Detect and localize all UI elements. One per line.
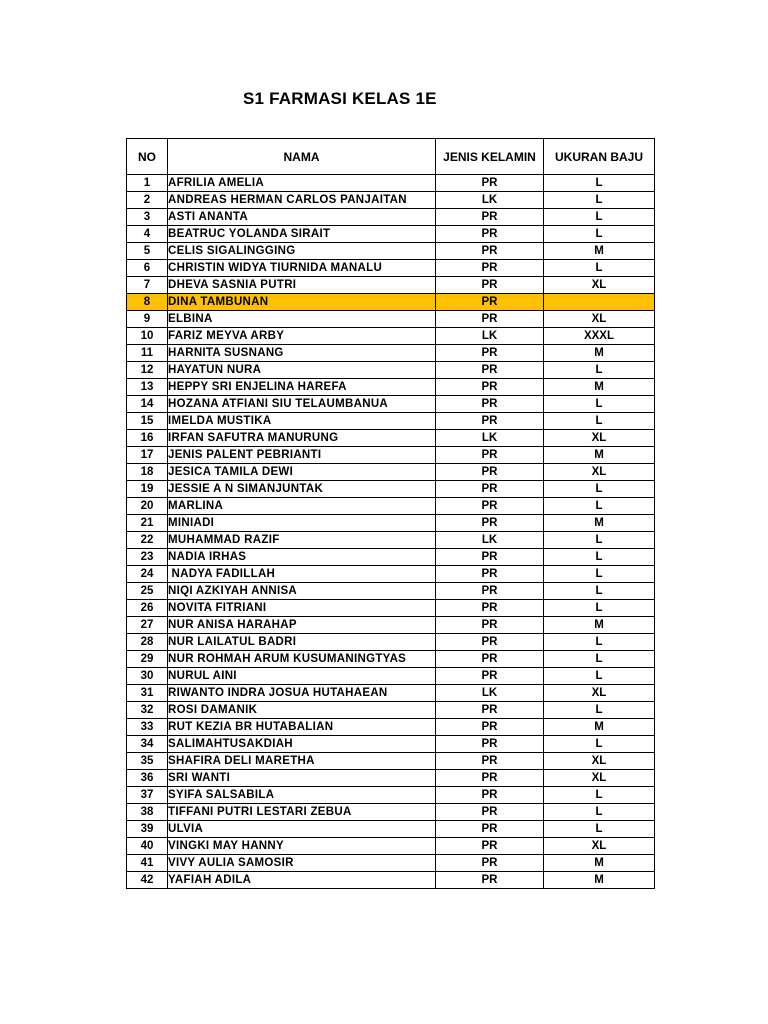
cell-no: 21 [127, 515, 168, 532]
cell-ukuran-baju: M [544, 447, 655, 464]
table-row [127, 243, 655, 260]
table-row [127, 804, 655, 821]
table-row [127, 583, 655, 600]
table-row [127, 413, 655, 430]
cell-nama: SHAFIRA DELI MARETHA [168, 753, 436, 770]
cell-nama: CELIS SIGALINGGING [168, 243, 436, 260]
cell-no: 20 [127, 498, 168, 515]
header-no: NO [127, 139, 168, 175]
table-row [127, 600, 655, 617]
table-row [127, 753, 655, 770]
cell-jenis-kelamin: PR [436, 821, 544, 838]
cell-nama: AFRILIA AMELIA [168, 175, 436, 192]
cell-ukuran-baju: L [544, 736, 655, 753]
cell-jenis-kelamin: PR [436, 379, 544, 396]
cell-jenis-kelamin: PR [436, 277, 544, 294]
cell-no: 15 [127, 413, 168, 430]
cell-no: 32 [127, 702, 168, 719]
cell-jenis-kelamin: PR [436, 498, 544, 515]
cell-nama: NURUL AINI [168, 668, 436, 685]
table-row [127, 855, 655, 872]
cell-nama: NUR ANISA HARAHAP [168, 617, 436, 634]
cell-no: 7 [127, 277, 168, 294]
table-row [127, 566, 655, 583]
table-row [127, 260, 655, 277]
cell-nama: NIQI AZKIYAH ANNISA [168, 583, 436, 600]
cell-ukuran-baju: M [544, 872, 655, 889]
cell-no: 17 [127, 447, 168, 464]
cell-nama: IRFAN SAFUTRA MANURUNG [168, 430, 436, 447]
cell-nama: NADIA IRHAS [168, 549, 436, 566]
cell-jenis-kelamin: PR [436, 447, 544, 464]
cell-ukuran-baju: L [544, 787, 655, 804]
cell-jenis-kelamin: PR [436, 515, 544, 532]
page-title: S1 FARMASI KELAS 1E [243, 89, 437, 108]
cell-no: 16 [127, 430, 168, 447]
cell-jenis-kelamin: PR [436, 651, 544, 668]
cell-jenis-kelamin: PR [436, 175, 544, 192]
header-nama: NAMA [168, 139, 436, 175]
cell-jenis-kelamin: PR [436, 753, 544, 770]
cell-no: 28 [127, 634, 168, 651]
table-row [127, 736, 655, 753]
cell-jenis-kelamin: PR [436, 243, 544, 260]
cell-ukuran-baju: L [544, 583, 655, 600]
cell-jenis-kelamin: PR [436, 413, 544, 430]
cell-ukuran-baju: L [544, 175, 655, 192]
cell-jenis-kelamin: PR [436, 311, 544, 328]
cell-nama: NOVITA FITRIANI [168, 600, 436, 617]
cell-ukuran-baju: M [544, 345, 655, 362]
cell-nama: VIVY AULIA SAMOSIR [168, 855, 436, 872]
cell-no: 22 [127, 532, 168, 549]
cell-nama: IMELDA MUSTIKA [168, 413, 436, 430]
cell-no: 3 [127, 209, 168, 226]
cell-jenis-kelamin: PR [436, 617, 544, 634]
cell-jenis-kelamin: PR [436, 209, 544, 226]
cell-ukuran-baju: XL [544, 753, 655, 770]
table-row [127, 226, 655, 243]
cell-no: 12 [127, 362, 168, 379]
cell-nama: SRI WANTI [168, 770, 436, 787]
cell-no: 2 [127, 192, 168, 209]
cell-no: 42 [127, 872, 168, 889]
cell-jenis-kelamin: LK [436, 685, 544, 702]
cell-jenis-kelamin: PR [436, 294, 544, 311]
cell-jenis-kelamin: PR [436, 855, 544, 872]
cell-no: 19 [127, 481, 168, 498]
cell-nama: DINA TAMBUNAN [168, 294, 436, 311]
cell-nama: NUR LAILATUL BADRI [168, 634, 436, 651]
cell-ukuran-baju: M [544, 719, 655, 736]
cell-nama: ELBINA [168, 311, 436, 328]
table-row [127, 770, 655, 787]
cell-ukuran-baju: XXXL [544, 328, 655, 345]
table-row [127, 617, 655, 634]
table-row [127, 192, 655, 209]
table-row [127, 872, 655, 889]
cell-nama: SALIMAHTUSAKDIAH [168, 736, 436, 753]
cell-nama: ANDREAS HERMAN CARLOS PANJAITAN [168, 192, 436, 209]
cell-jenis-kelamin: PR [436, 600, 544, 617]
cell-no: 26 [127, 600, 168, 617]
cell-ukuran-baju: XL [544, 277, 655, 294]
cell-jenis-kelamin: PR [436, 549, 544, 566]
table-row [127, 209, 655, 226]
table-row [127, 498, 655, 515]
cell-ukuran-baju: L [544, 702, 655, 719]
table-row [127, 702, 655, 719]
cell-no: 14 [127, 396, 168, 413]
cell-jenis-kelamin: PR [436, 702, 544, 719]
cell-no: 27 [127, 617, 168, 634]
cell-nama: HOZANA ATFIANI SIU TELAUMBANUA [168, 396, 436, 413]
table-header [127, 139, 655, 175]
cell-ukuran-baju: L [544, 600, 655, 617]
table-row [127, 447, 655, 464]
cell-nama: TIFFANI PUTRI LESTARI ZEBUA [168, 804, 436, 821]
cell-nama: CHRISTIN WIDYA TIURNIDA MANALU [168, 260, 436, 277]
cell-nama: MARLINA [168, 498, 436, 515]
cell-jenis-kelamin: PR [436, 396, 544, 413]
cell-jenis-kelamin: LK [436, 328, 544, 345]
cell-jenis-kelamin: PR [436, 736, 544, 753]
cell-no: 13 [127, 379, 168, 396]
table-row [127, 719, 655, 736]
cell-jenis-kelamin: PR [436, 566, 544, 583]
table-row [127, 787, 655, 804]
table-row [127, 175, 655, 192]
cell-nama: ASTI ANANTA [168, 209, 436, 226]
cell-nama: VINGKI MAY HANNY [168, 838, 436, 855]
cell-no: 30 [127, 668, 168, 685]
cell-nama: SYIFA SALSABILA [168, 787, 436, 804]
table-row [127, 294, 655, 311]
cell-ukuran-baju: XL [544, 311, 655, 328]
cell-jenis-kelamin: PR [436, 634, 544, 651]
cell-ukuran-baju: XL [544, 685, 655, 702]
table-row [127, 651, 655, 668]
cell-ukuran-baju: M [544, 515, 655, 532]
cell-ukuran-baju: L [544, 362, 655, 379]
cell-jenis-kelamin: PR [436, 481, 544, 498]
cell-jenis-kelamin: PR [436, 345, 544, 362]
cell-jenis-kelamin: PR [436, 719, 544, 736]
cell-nama: MINIADI [168, 515, 436, 532]
cell-no: 33 [127, 719, 168, 736]
cell-no: 5 [127, 243, 168, 260]
cell-ukuran-baju: M [544, 243, 655, 260]
cell-no: 37 [127, 787, 168, 804]
cell-nama: FARIZ MEYVA ARBY [168, 328, 436, 345]
cell-jenis-kelamin: PR [436, 872, 544, 889]
cell-no: 18 [127, 464, 168, 481]
cell-no: 25 [127, 583, 168, 600]
cell-no: 1 [127, 175, 168, 192]
cell-jenis-kelamin: PR [436, 226, 544, 243]
cell-ukuran-baju: L [544, 413, 655, 430]
cell-jenis-kelamin: PR [436, 583, 544, 600]
cell-no: 10 [127, 328, 168, 345]
cell-no: 31 [127, 685, 168, 702]
cell-nama: NUR ROHMAH ARUM KUSUMANINGTYAS [168, 651, 436, 668]
table-row [127, 821, 655, 838]
cell-jenis-kelamin: PR [436, 787, 544, 804]
table-row [127, 481, 655, 498]
cell-no: 40 [127, 838, 168, 855]
cell-no: 35 [127, 753, 168, 770]
cell-nama: HAYATUN NURA [168, 362, 436, 379]
cell-nama: YAFIAH ADILA [168, 872, 436, 889]
cell-nama: JENIS PALENT PEBRIANTI [168, 447, 436, 464]
cell-ukuran-baju: L [544, 481, 655, 498]
cell-ukuran-baju: L [544, 532, 655, 549]
cell-ukuran-baju: L [544, 651, 655, 668]
cell-jenis-kelamin: PR [436, 464, 544, 481]
cell-ukuran-baju: XL [544, 430, 655, 447]
table-row [127, 549, 655, 566]
cell-no: 23 [127, 549, 168, 566]
table-row [127, 362, 655, 379]
cell-nama: DHEVA SASNIA PUTRI [168, 277, 436, 294]
cell-ukuran-baju: XL [544, 770, 655, 787]
cell-ukuran-baju: L [544, 549, 655, 566]
table-row [127, 515, 655, 532]
cell-ukuran-baju: XL [544, 838, 655, 855]
cell-ukuran-baju: L [544, 668, 655, 685]
cell-ukuran-baju: L [544, 566, 655, 583]
table-body [127, 175, 655, 889]
cell-ukuran-baju: L [544, 260, 655, 277]
cell-ukuran-baju: M [544, 855, 655, 872]
cell-ukuran-baju [544, 294, 655, 311]
cell-ukuran-baju: L [544, 634, 655, 651]
cell-nama: NADYA FADILLAH [168, 566, 436, 583]
cell-ukuran-baju: M [544, 379, 655, 396]
table-row [127, 532, 655, 549]
cell-nama: JESSIE A N SIMANJUNTAK [168, 481, 436, 498]
cell-no: 34 [127, 736, 168, 753]
cell-no: 29 [127, 651, 168, 668]
cell-nama: HARNITA SUSNANG [168, 345, 436, 362]
cell-ukuran-baju: L [544, 821, 655, 838]
cell-nama: ROSI DAMANIK [168, 702, 436, 719]
cell-jenis-kelamin: PR [436, 668, 544, 685]
header-row [127, 139, 655, 175]
cell-nama: HEPPY SRI ENJELINA HAREFA [168, 379, 436, 396]
cell-jenis-kelamin: LK [436, 192, 544, 209]
cell-no: 11 [127, 345, 168, 362]
table-row [127, 328, 655, 345]
cell-jenis-kelamin: PR [436, 260, 544, 277]
cell-nama: RUT KEZIA BR HUTABALIAN [168, 719, 436, 736]
student-roster-table [126, 138, 655, 889]
table-row [127, 379, 655, 396]
cell-no: 38 [127, 804, 168, 821]
table-row [127, 634, 655, 651]
cell-ukuran-baju: L [544, 226, 655, 243]
header-ukuran-baju: UKURAN BAJU [544, 139, 655, 175]
cell-jenis-kelamin: PR [436, 804, 544, 821]
cell-ukuran-baju: M [544, 617, 655, 634]
cell-no: 8 [127, 294, 168, 311]
cell-jenis-kelamin: LK [436, 532, 544, 549]
cell-ukuran-baju: L [544, 396, 655, 413]
table-row [127, 311, 655, 328]
cell-no: 36 [127, 770, 168, 787]
cell-jenis-kelamin: LK [436, 430, 544, 447]
table-row [127, 838, 655, 855]
table-row [127, 345, 655, 362]
table-row [127, 668, 655, 685]
cell-ukuran-baju: L [544, 209, 655, 226]
cell-nama: ULVIA [168, 821, 436, 838]
table-row [127, 685, 655, 702]
cell-nama: BEATRUC YOLANDA SIRAIT [168, 226, 436, 243]
header-jenis-kelamin: JENIS KELAMIN [436, 139, 544, 175]
table-row [127, 430, 655, 447]
cell-ukuran-baju: L [544, 498, 655, 515]
cell-no: 6 [127, 260, 168, 277]
cell-no: 39 [127, 821, 168, 838]
cell-no: 4 [127, 226, 168, 243]
cell-ukuran-baju: L [544, 804, 655, 821]
cell-no: 24 [127, 566, 168, 583]
cell-jenis-kelamin: PR [436, 838, 544, 855]
cell-jenis-kelamin: PR [436, 770, 544, 787]
cell-no: 41 [127, 855, 168, 872]
cell-no: 9 [127, 311, 168, 328]
table-row [127, 396, 655, 413]
cell-ukuran-baju: XL [544, 464, 655, 481]
cell-nama: RIWANTO INDRA JOSUA HUTAHAEAN [168, 685, 436, 702]
cell-jenis-kelamin: PR [436, 362, 544, 379]
table-row [127, 277, 655, 294]
cell-nama: MUHAMMAD RAZIF [168, 532, 436, 549]
cell-ukuran-baju: L [544, 192, 655, 209]
table-row [127, 464, 655, 481]
cell-nama: JESICA TAMILA DEWI [168, 464, 436, 481]
